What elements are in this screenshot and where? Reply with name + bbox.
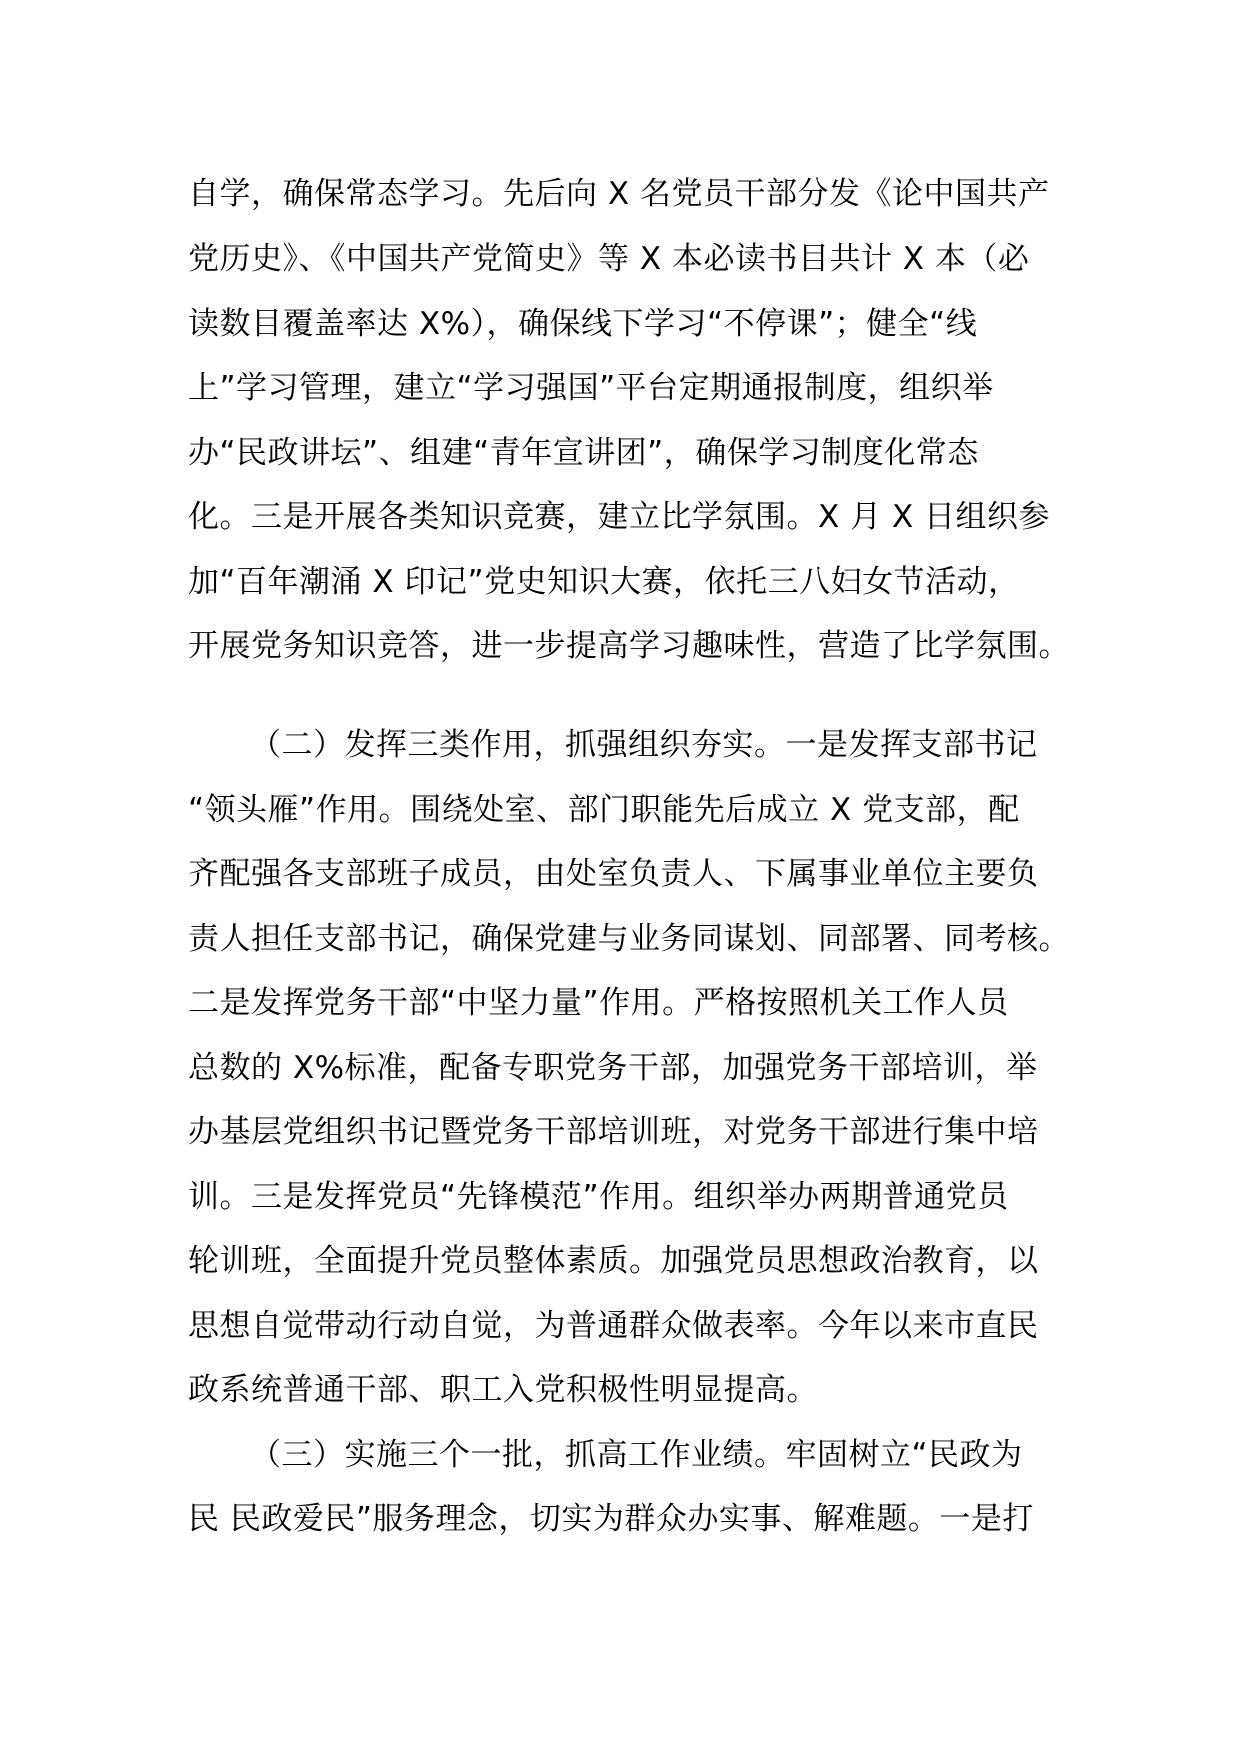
text-line: 办基层党组织书记暨党务干部培训班，对党务干部进行集中培 bbox=[188, 1114, 1039, 1150]
text-line: 政系统普通干部、职工入党积极性明显提高。 bbox=[188, 1372, 818, 1408]
text-line: 化。三是开展各类知识竞赛，建立比学氛围。X 月 X 日组织参 bbox=[188, 499, 1051, 535]
text-line: 思想自觉带动行动自觉，为普通群众做表率。今年以来市直民 bbox=[188, 1308, 1039, 1344]
text-line: 总数的 X%标准，配备专职党务干部，加强党务干部培训，举 bbox=[188, 1050, 1038, 1086]
text-line: 齐配强各支部班子成员，由处室负责人、下属事业单位主要负 bbox=[188, 856, 1039, 892]
section-heading-paragraph: （三）实施三个一批，抓高工作业绩。牢固树立“民政为 bbox=[250, 1437, 1023, 1473]
text-line: 上”学习管理，建立“学习强国”平台定期通报制度，组织举 bbox=[188, 370, 994, 406]
text-line: 读数目覆盖率达 X%），确保线下学习“不停课”；健全“线 bbox=[188, 306, 978, 342]
text-line: 民 民政爱民”服务理念，切实为群众办实事、解难题。一是打 bbox=[188, 1501, 1034, 1537]
text-line: 责人担任支部书记，确保党建与业务同谋划、同部署、同考核。 bbox=[188, 921, 1070, 957]
text-line: “领头雁”作用。围绕处室、部门职能先后成立 X 党支部，配 bbox=[188, 792, 1020, 828]
text-line: 加“百年潮涌 X 印记”党史知识大赛，依托三八妇女节活动， bbox=[188, 564, 1020, 600]
text-line: 办“民政讲坛”、组建“青年宣讲团”，确保学习制度化常态 bbox=[188, 435, 979, 471]
text-line: 轮训班，全面提升党员整体素质。加强党员思想政治教育，以 bbox=[188, 1243, 1039, 1279]
text-line: 自学，确保常态学习。先后向 X 名党员干部分发《论中国共产 bbox=[188, 176, 1050, 212]
text-line: 党历史》、《中国共产党简史》等 X 本必读书目共计 X 本（必 bbox=[188, 241, 1030, 277]
text-line: 训。三是发挥党员“先锋模范”作用。组织举办两期普通党员 bbox=[188, 1179, 1009, 1215]
text-line: 二是发挥党务干部“中坚力量”作用。严格按照机关工作人员 bbox=[188, 985, 1009, 1021]
section-heading-paragraph: （二）发挥三类作用，抓强组织夯实。一是发挥支部书记 bbox=[250, 727, 1038, 763]
text-line: 开展党务知识竞答，进一步提高学习趣味性，营造了比学氛围。 bbox=[188, 628, 1070, 664]
